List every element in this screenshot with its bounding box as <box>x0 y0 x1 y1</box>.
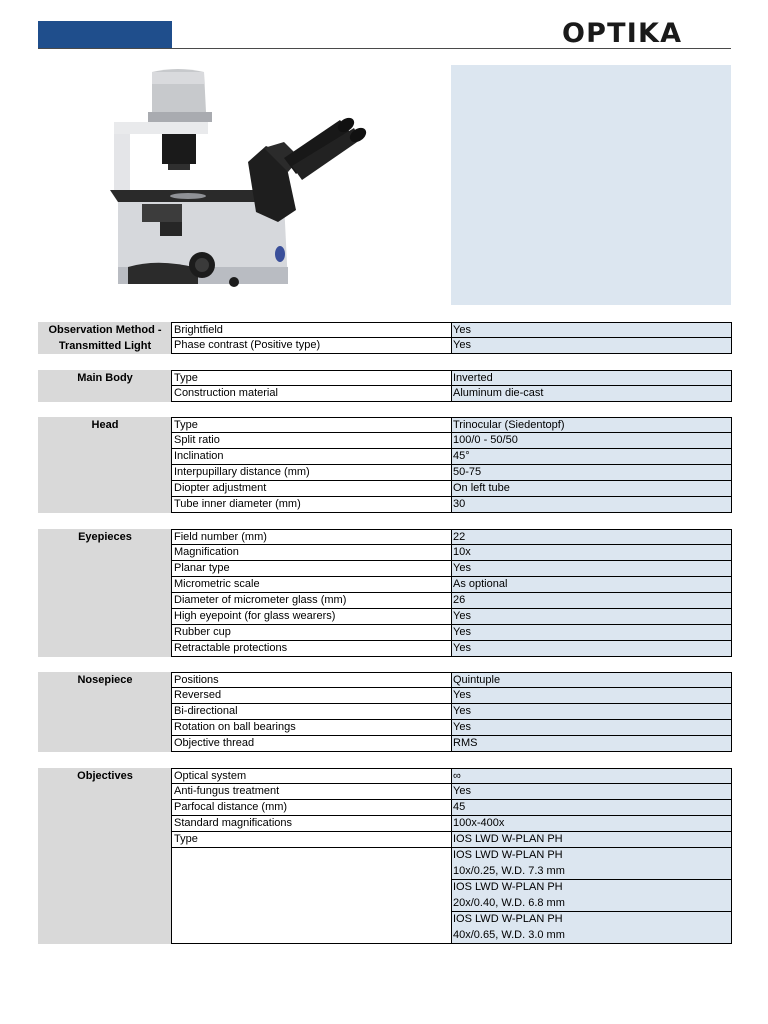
section-label <box>38 417 172 513</box>
spec-row <box>171 704 732 720</box>
spec-row <box>171 736 732 752</box>
spec-key: Diameter of micrometer glass (mm) <box>171 593 452 609</box>
spec-value: 45° <box>452 449 732 465</box>
spec-key: Magnification <box>171 545 452 561</box>
spec-value: 30 <box>452 497 732 513</box>
spec-row <box>171 545 732 561</box>
spec-row <box>171 688 732 704</box>
spec-key: Retractable protections <box>171 641 452 657</box>
spec-row <box>171 832 732 848</box>
spec-value-multiline: IOS LWD W-PLAN PH 20x/0.40, W.D. 6.8 mm <box>452 880 732 912</box>
microscope-photo <box>88 62 388 310</box>
spec-row <box>171 800 732 816</box>
section-nosepiece <box>38 672 731 752</box>
spec-value: ∞ <box>452 768 732 784</box>
brand-logo: OPTIKA <box>562 18 683 49</box>
spec-key: Rubber cup <box>171 625 452 641</box>
spec-key: Reversed <box>171 688 452 704</box>
spec-row <box>171 672 732 688</box>
spec-value: IOS LWD W-PLAN PH <box>452 832 732 848</box>
section-label-text: Main Body <box>77 372 133 384</box>
spec-value: Yes <box>452 609 732 625</box>
spec-key: Interpupillary distance (mm) <box>171 465 452 481</box>
spec-row <box>171 625 732 641</box>
spec-value: RMS <box>452 736 732 752</box>
spec-key: Diopter adjustment <box>171 481 452 497</box>
spec-value: 10x <box>452 545 732 561</box>
spec-value: Aluminum die-cast <box>452 386 732 402</box>
spec-key: Field number (mm) <box>171 529 452 545</box>
spec-row <box>171 417 732 433</box>
spec-value: Yes <box>452 625 732 641</box>
spec-value: 22 <box>452 529 732 545</box>
spec-key: Split ratio <box>171 433 452 449</box>
spec-row <box>171 641 732 657</box>
spec-value: Yes <box>452 704 732 720</box>
spec-row <box>171 816 732 832</box>
spec-row <box>171 497 732 513</box>
spec-value: Yes <box>452 322 732 338</box>
section-label-text: Nosepiece <box>77 674 133 686</box>
section-objectives <box>38 768 731 944</box>
spec-row <box>171 433 732 449</box>
spec-row <box>171 577 732 593</box>
spec-table <box>171 529 732 657</box>
spec-key: Optical system <box>171 768 452 784</box>
spec-key-merged <box>171 848 452 944</box>
spec-value: 26 <box>452 593 732 609</box>
spec-row <box>171 593 732 609</box>
spec-value: 45 <box>452 800 732 816</box>
spec-value: Yes <box>452 338 732 354</box>
spec-row <box>171 386 732 402</box>
spec-value: 50-75 <box>452 465 732 481</box>
spec-row <box>171 449 732 465</box>
section-main-body <box>38 370 731 402</box>
spec-row <box>171 609 732 625</box>
spec-value: Yes <box>452 641 732 657</box>
spec-key: High eyepoint (for glass wearers) <box>171 609 452 625</box>
spec-value: Yes <box>452 561 732 577</box>
spec-key: Positions <box>171 672 452 688</box>
spec-value-multiline: IOS LWD W-PLAN PH 40x/0.65, W.D. 3.0 mm <box>452 912 732 944</box>
spec-table <box>171 322 732 354</box>
spec-key: Construction material <box>171 386 452 402</box>
section-eyepieces <box>38 529 731 657</box>
spec-value: Yes <box>452 784 732 800</box>
spec-key: Type <box>171 370 452 386</box>
spec-table <box>171 768 732 944</box>
spec-key: Inclination <box>171 449 452 465</box>
spec-key: Anti-fungus treatment <box>171 784 452 800</box>
spec-row <box>171 338 732 354</box>
spec-value: As optional <box>452 577 732 593</box>
section-label <box>38 370 172 402</box>
spec-key: Standard magnifications <box>171 816 452 832</box>
spec-value: 100/0 - 50/50 <box>452 433 732 449</box>
spec-key: Tube inner diameter (mm) <box>171 497 452 513</box>
spec-row <box>171 768 732 784</box>
spec-row <box>171 322 732 338</box>
spec-row <box>171 720 732 736</box>
spec-row <box>171 529 732 545</box>
spec-table <box>171 672 732 752</box>
spec-key: Rotation on ball bearings <box>171 720 452 736</box>
spec-key: Phase contrast (Positive type) <box>171 338 452 354</box>
spec-row <box>171 561 732 577</box>
spec-key: Objective thread <box>171 736 452 752</box>
spec-key: Type <box>171 417 452 433</box>
spec-key: Parfocal distance (mm) <box>171 800 452 816</box>
spec-row <box>171 481 732 497</box>
section-label-text: Objectives <box>77 770 133 782</box>
spec-value: Yes <box>452 720 732 736</box>
spec-value: Yes <box>452 688 732 704</box>
spec-row <box>171 784 732 800</box>
section-head <box>38 417 731 513</box>
section-observation-method <box>38 322 731 354</box>
spec-row <box>171 370 732 386</box>
spec-value: Quintuple <box>452 672 732 688</box>
spec-value: Trinocular (Siedentopf) <box>452 417 732 433</box>
spec-value: Inverted <box>452 370 732 386</box>
info-panel <box>451 65 731 305</box>
spec-key: Type <box>171 832 452 848</box>
section-label <box>38 672 172 752</box>
spec-key: Brightfield <box>171 322 452 338</box>
section-label-text: Observation Method - Transmitted Light <box>48 324 162 352</box>
spec-value: On left tube <box>452 481 732 497</box>
spec-value-multiline: IOS LWD W-PLAN PH 10x/0.25, W.D. 7.3 mm <box>452 848 732 880</box>
spec-table <box>171 417 732 513</box>
spec-table <box>171 370 732 402</box>
section-label-text: Eyepieces <box>78 531 132 543</box>
spec-row <box>171 465 732 481</box>
spec-value: 100x-400x <box>452 816 732 832</box>
spec-key: Bi-directional <box>171 704 452 720</box>
header-color-bar <box>38 21 172 49</box>
spec-key: Planar type <box>171 561 452 577</box>
section-label <box>38 529 172 657</box>
section-label <box>38 322 172 354</box>
spec-key: Micrometric scale <box>171 577 452 593</box>
section-label <box>38 768 172 944</box>
section-label-text: Head <box>91 419 119 431</box>
